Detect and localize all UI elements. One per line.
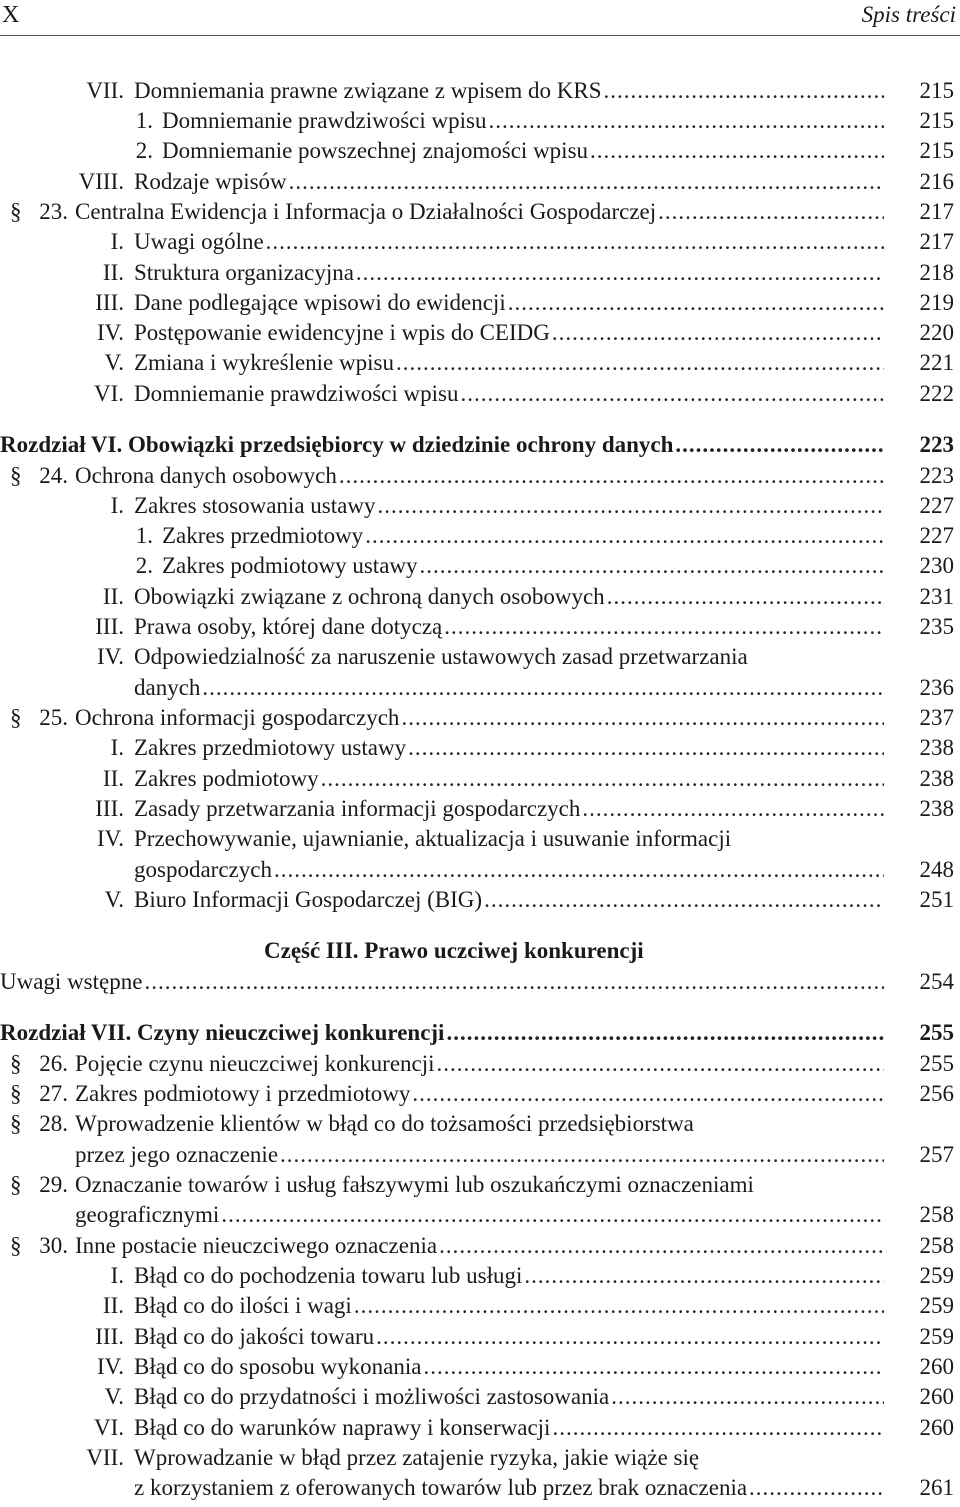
page-ref: 260 — [919, 1354, 954, 1379]
entry-title: Odpowiedzialność za naruszenie ustawowych zasad przetwarzania — [134, 644, 748, 669]
page-ref: 257 — [919, 1142, 954, 1167]
entry-number: V. — [104, 887, 124, 912]
dot-leader — [280, 1140, 884, 1170]
entry-title: Rozdział VII. Czyny nieuczciwej konkurencji — [0, 1020, 445, 1045]
entry-number: 2. — [135, 553, 153, 578]
entry-number: 28. — [39, 1111, 68, 1136]
entry-title-wrap — [162, 136, 884, 166]
entry-number: I. — [110, 1263, 124, 1288]
entry-title: gospodarczych — [134, 857, 272, 882]
page-ref: 215 — [919, 108, 954, 133]
entry-title: przez jego oznaczenie — [75, 1142, 279, 1167]
dot-leader — [266, 227, 884, 257]
dot-leader — [356, 258, 884, 288]
entry-title: Postępowanie ewidencyjne i wpis do CEIDG — [134, 320, 550, 345]
section-entry — [0, 1231, 960, 1261]
entry-number: III. — [95, 290, 124, 315]
section-sign-icon: § — [10, 1111, 22, 1136]
toc-entry — [0, 1413, 960, 1443]
section-sign-icon: § — [10, 1172, 22, 1197]
entry-title-wrap — [134, 1413, 884, 1443]
entry-title: Rozdział VI. Obowiązki przedsiębiorcy w dziedzinie ochrony danych — [0, 432, 674, 457]
entry-title: Zakres podmiotowy i przedmiotowy — [75, 1081, 411, 1106]
toc-entry — [0, 582, 960, 612]
dot-leader — [604, 76, 884, 106]
entry-number: V. — [104, 350, 124, 375]
entry-number: V. — [104, 1384, 124, 1409]
entry-number: II. — [102, 260, 124, 285]
dot-leader — [611, 1382, 884, 1412]
entry-title: Ochrona danych osobowych — [75, 463, 337, 488]
page-ref: 222 — [919, 381, 954, 406]
entry-title: Domniemanie prawdziwości wpisu — [162, 108, 487, 133]
entry-title-wrap — [134, 318, 884, 348]
entry-title-wrap — [134, 227, 884, 257]
page-ref: 231 — [919, 584, 954, 609]
toc-entry — [0, 1140, 960, 1170]
entry-title: danych — [134, 675, 201, 700]
entry-number: 23. — [39, 199, 68, 224]
entry-title-wrap — [75, 1049, 884, 1079]
section-sign-icon: § — [10, 1051, 22, 1076]
entry-title: Wprowadzanie w błąd przez zatajenie ryzyka, jakie wiąże się — [134, 1445, 700, 1470]
entry-title-wrap — [134, 288, 884, 318]
entry-number: 30. — [39, 1233, 68, 1258]
entry-number: IV. — [96, 1354, 124, 1379]
dot-leader — [321, 764, 884, 794]
toc-entry — [0, 855, 960, 885]
entry-title: Obowiązki związane z ochroną danych osobowych — [134, 584, 605, 609]
toc-entry — [0, 1443, 960, 1473]
toc-entry — [0, 612, 960, 642]
dot-leader — [376, 1322, 884, 1352]
dot-leader — [202, 673, 884, 703]
entry-title-wrap — [75, 197, 884, 227]
entry-title-wrap — [0, 967, 884, 997]
section-sign-icon: § — [10, 1233, 22, 1258]
dot-leader — [420, 551, 884, 581]
section-entry — [0, 197, 960, 227]
entry-title: Prawa osoby, której dane dotyczą — [134, 614, 443, 639]
toc-entry — [0, 318, 960, 348]
dot-leader — [552, 318, 884, 348]
entry-title: Oznaczanie towarów i usług fałszywymi lub oszukańczymi oznaczeniami — [75, 1172, 754, 1197]
entry-title: Przechowywanie, ujawnianie, aktualizacja i usuwanie informacji — [134, 826, 732, 851]
dot-leader — [582, 794, 884, 824]
page-ref: 258 — [919, 1233, 954, 1258]
dot-leader — [460, 379, 884, 409]
dot-leader — [396, 348, 884, 378]
toc-entry — [0, 379, 960, 409]
header-rule — [0, 35, 960, 36]
entry-title: Uwagi wstępne — [0, 969, 143, 994]
section-entry — [0, 1170, 960, 1200]
page-ref: 238 — [919, 766, 954, 791]
dot-leader — [377, 491, 884, 521]
entry-title-wrap — [75, 1170, 754, 1200]
entry-title-wrap — [134, 258, 884, 288]
dot-leader — [339, 461, 884, 491]
entry-number: 1. — [135, 108, 153, 133]
entry-title: Biuro Informacji Gospodarczej (BIG) — [134, 887, 483, 912]
entry-title-wrap — [134, 1352, 884, 1382]
entry-title-wrap — [75, 1231, 884, 1261]
dot-leader — [675, 430, 884, 460]
page-ref: 256 — [919, 1081, 954, 1106]
entry-title: Część III. Prawo uczciwej konkurencji — [264, 938, 644, 963]
entry-title-wrap — [134, 491, 884, 521]
page-ref: 238 — [919, 796, 954, 821]
entry-title: Błąd co do warunków naprawy i konserwacji — [134, 1415, 551, 1440]
toc-entry — [0, 794, 960, 824]
page-ref: 236 — [919, 675, 954, 700]
entry-number: 29. — [39, 1172, 68, 1197]
entry-title: Centralna Ewidencja i Informacja o Działalności Gospodarczej — [75, 199, 657, 224]
entry-number: VIII. — [78, 169, 124, 194]
entry-title-wrap — [134, 855, 884, 885]
toc-entry — [0, 1382, 960, 1412]
dot-leader — [423, 1352, 884, 1382]
toc-entry — [0, 106, 960, 136]
entry-title: Zakres przedmiotowy ustawy — [134, 735, 407, 760]
entry-title-wrap — [134, 167, 884, 197]
chapter-entry — [0, 430, 960, 460]
page-ref: 251 — [919, 887, 954, 912]
entry-title-wrap — [134, 1443, 699, 1473]
dot-leader — [401, 703, 884, 733]
entry-title-wrap — [134, 1382, 884, 1412]
page-number: X — [2, 2, 20, 28]
toc-entry — [0, 258, 960, 288]
section-sign-icon: § — [10, 463, 22, 488]
part-heading — [0, 936, 960, 966]
toc-entry — [0, 967, 960, 997]
entry-title-wrap — [134, 612, 884, 642]
dot-leader — [365, 521, 884, 551]
entry-number: III. — [95, 796, 124, 821]
entry-number: 25. — [39, 705, 68, 730]
entry-title: Zakres podmiotowy ustawy — [162, 553, 418, 578]
entry-title-wrap — [162, 551, 884, 581]
entry-title-wrap — [134, 76, 884, 106]
page-ref: 248 — [919, 857, 954, 882]
entry-title: Zasady przetwarzania informacji gospodarczych — [134, 796, 581, 821]
dot-leader — [408, 733, 884, 763]
page-ref: 238 — [919, 735, 954, 760]
section-entry — [0, 1049, 960, 1079]
toc-entry — [0, 1473, 960, 1503]
entry-title-wrap — [0, 1018, 884, 1048]
entry-number: II. — [102, 766, 124, 791]
toc-entry — [0, 491, 960, 521]
entry-title: Pojęcie czynu nieuczciwej konkurencji — [75, 1051, 435, 1076]
page-ref: 215 — [919, 78, 954, 103]
entry-title: Dane podlegające wpisowi do ewidencji — [134, 290, 506, 315]
entry-title: Błąd co do sposobu wykonania — [134, 1354, 422, 1379]
dot-leader — [439, 1231, 884, 1261]
dot-leader — [552, 1413, 884, 1443]
entry-title: Zakres podmiotowy — [134, 766, 319, 791]
toc-entry — [0, 348, 960, 378]
entry-title-wrap — [134, 794, 884, 824]
entry-title-wrap — [75, 461, 884, 491]
toc-entry — [0, 642, 960, 672]
entry-number: VI. — [93, 381, 124, 406]
entry-title-wrap — [264, 936, 644, 966]
page-ref: 259 — [919, 1324, 954, 1349]
entry-title-wrap — [75, 1140, 884, 1170]
entry-number: IV. — [96, 826, 124, 851]
page-header — [0, 0, 960, 36]
entry-title: Rodzaje wpisów — [134, 169, 287, 194]
page-ref: 223 — [919, 463, 954, 488]
page-ref: 255 — [919, 1051, 954, 1076]
dot-leader — [274, 855, 884, 885]
toc-entry — [0, 288, 960, 318]
page-ref: 230 — [919, 553, 954, 578]
dot-leader — [144, 967, 884, 997]
page-ref: 259 — [919, 1293, 954, 1318]
entry-title-wrap — [134, 824, 731, 854]
dot-leader — [446, 1018, 884, 1048]
entry-title-wrap — [75, 1200, 884, 1230]
toc-entry — [0, 1322, 960, 1352]
toc-entry — [0, 1291, 960, 1321]
dot-leader — [221, 1200, 884, 1230]
entry-number: 26. — [39, 1051, 68, 1076]
entry-title-wrap — [134, 1261, 884, 1291]
dot-leader — [607, 582, 884, 612]
entry-number: I. — [110, 735, 124, 760]
entry-title-wrap — [134, 582, 884, 612]
section-entry — [0, 1109, 960, 1139]
dot-leader — [590, 136, 884, 166]
entry-number: IV. — [96, 644, 124, 669]
section-entry — [0, 1079, 960, 1109]
entry-title-wrap — [75, 703, 884, 733]
entry-title: Struktura organizacyjna — [134, 260, 354, 285]
page-ref: 261 — [919, 1475, 954, 1500]
page-ref: 215 — [919, 138, 954, 163]
chapter-entry — [0, 1018, 960, 1048]
section-entry — [0, 703, 960, 733]
page-ref: 227 — [919, 523, 954, 548]
page-ref: 237 — [919, 705, 954, 730]
dot-leader — [412, 1079, 884, 1109]
toc-entry — [0, 521, 960, 551]
entry-number: I. — [110, 229, 124, 254]
entry-title: Zmiana i wykreślenie wpisu — [134, 350, 394, 375]
entry-title-wrap — [134, 885, 884, 915]
entry-title: Ochrona informacji gospodarczych — [75, 705, 400, 730]
entry-number: III. — [95, 1324, 124, 1349]
toc-entry — [0, 885, 960, 915]
toc-entry — [0, 824, 960, 854]
entry-title-wrap — [134, 1473, 884, 1503]
entry-number: II. — [102, 584, 124, 609]
page-ref: 217 — [919, 229, 954, 254]
page-ref: 254 — [919, 969, 954, 994]
entry-title: z korzystaniem z oferowanych towarów lub przez brak oznaczenia — [134, 1475, 748, 1500]
toc-entry — [0, 76, 960, 106]
entry-title: geograficznymi — [75, 1202, 220, 1227]
entry-title-wrap — [134, 1291, 884, 1321]
dot-leader — [508, 288, 884, 318]
page-ref: 260 — [919, 1415, 954, 1440]
page-ref: 259 — [919, 1263, 954, 1288]
dot-leader — [749, 1473, 884, 1503]
entry-title: Błąd co do jakości towaru — [134, 1324, 375, 1349]
page-ref: 260 — [919, 1384, 954, 1409]
entry-number: 2. — [135, 138, 153, 163]
dot-leader — [354, 1291, 884, 1321]
section-sign-icon: § — [10, 1081, 22, 1106]
entry-title: Inne postacie nieuczciwego oznaczenia — [75, 1233, 438, 1258]
toc-entry — [0, 764, 960, 794]
page-ref: 220 — [919, 320, 954, 345]
entry-title-wrap — [134, 642, 748, 672]
entry-title: Wprowadzenie klientów w błąd co do tożsamości przedsiębiorstwa — [75, 1111, 694, 1136]
entry-number: VII. — [86, 78, 124, 103]
entry-number: I. — [110, 493, 124, 518]
entry-title-wrap — [134, 1322, 884, 1352]
page-ref: 235 — [919, 614, 954, 639]
entry-number: IV. — [96, 320, 124, 345]
entry-number: 27. — [39, 1081, 68, 1106]
entry-title: Błąd co do ilości i wagi — [134, 1293, 352, 1318]
entry-title: Domniemania prawne związane z wpisem do KRS — [134, 78, 602, 103]
dot-leader — [658, 197, 884, 227]
entry-number: 1. — [135, 523, 153, 548]
entry-number: VI. — [93, 1415, 124, 1440]
toc-entry — [0, 733, 960, 763]
entry-title-wrap — [134, 673, 884, 703]
entry-title: Uwagi ogólne — [134, 229, 264, 254]
dot-leader — [444, 612, 884, 642]
page-ref: 223 — [919, 432, 954, 457]
running-title: Spis treści — [861, 2, 956, 27]
toc-entry — [0, 167, 960, 197]
section-entry — [0, 461, 960, 491]
page-ref: 221 — [919, 350, 954, 375]
toc-entry — [0, 227, 960, 257]
dot-leader — [484, 885, 884, 915]
entry-title-wrap — [134, 348, 884, 378]
entry-number: III. — [95, 614, 124, 639]
toc-entry — [0, 136, 960, 166]
toc-entry — [0, 673, 960, 703]
toc-entry — [0, 1261, 960, 1291]
toc-entry — [0, 1200, 960, 1230]
dot-leader — [437, 1049, 884, 1079]
entry-title-wrap — [162, 106, 884, 136]
section-sign-icon: § — [10, 705, 22, 730]
page-ref: 227 — [919, 493, 954, 518]
section-sign-icon: § — [10, 199, 22, 224]
entry-number: II. — [102, 1293, 124, 1318]
dot-leader — [289, 167, 884, 197]
entry-title-wrap — [75, 1079, 884, 1109]
page-ref: 219 — [919, 290, 954, 315]
entry-title-wrap — [134, 764, 884, 794]
entry-number: VII. — [86, 1445, 124, 1470]
page-ref: 255 — [919, 1020, 954, 1045]
entry-title: Domniemanie prawdziwości wpisu — [134, 381, 459, 406]
entry-title-wrap — [162, 521, 884, 551]
entry-title: Błąd co do pochodzenia towaru lub usługi — [134, 1263, 523, 1288]
entry-title: Zakres przedmiotowy — [162, 523, 364, 548]
toc-entry — [0, 1352, 960, 1382]
entry-title: Domniemanie powszechnej znajomości wpisu — [162, 138, 589, 163]
entry-title-wrap — [75, 1109, 694, 1139]
entry-title: Błąd co do przydatności i możliwości zastosowania — [134, 1384, 610, 1409]
page-ref: 216 — [919, 169, 954, 194]
dot-leader — [524, 1261, 884, 1291]
page-ref: 217 — [919, 199, 954, 224]
entry-title-wrap — [134, 733, 884, 763]
entry-title: Zakres stosowania ustawy — [134, 493, 376, 518]
entry-title-wrap — [134, 379, 884, 409]
entry-title-wrap — [0, 430, 884, 460]
toc-entry — [0, 551, 960, 581]
page-ref: 218 — [919, 260, 954, 285]
entry-number: 24. — [39, 463, 68, 488]
dot-leader — [488, 106, 884, 136]
page-ref: 258 — [919, 1202, 954, 1227]
